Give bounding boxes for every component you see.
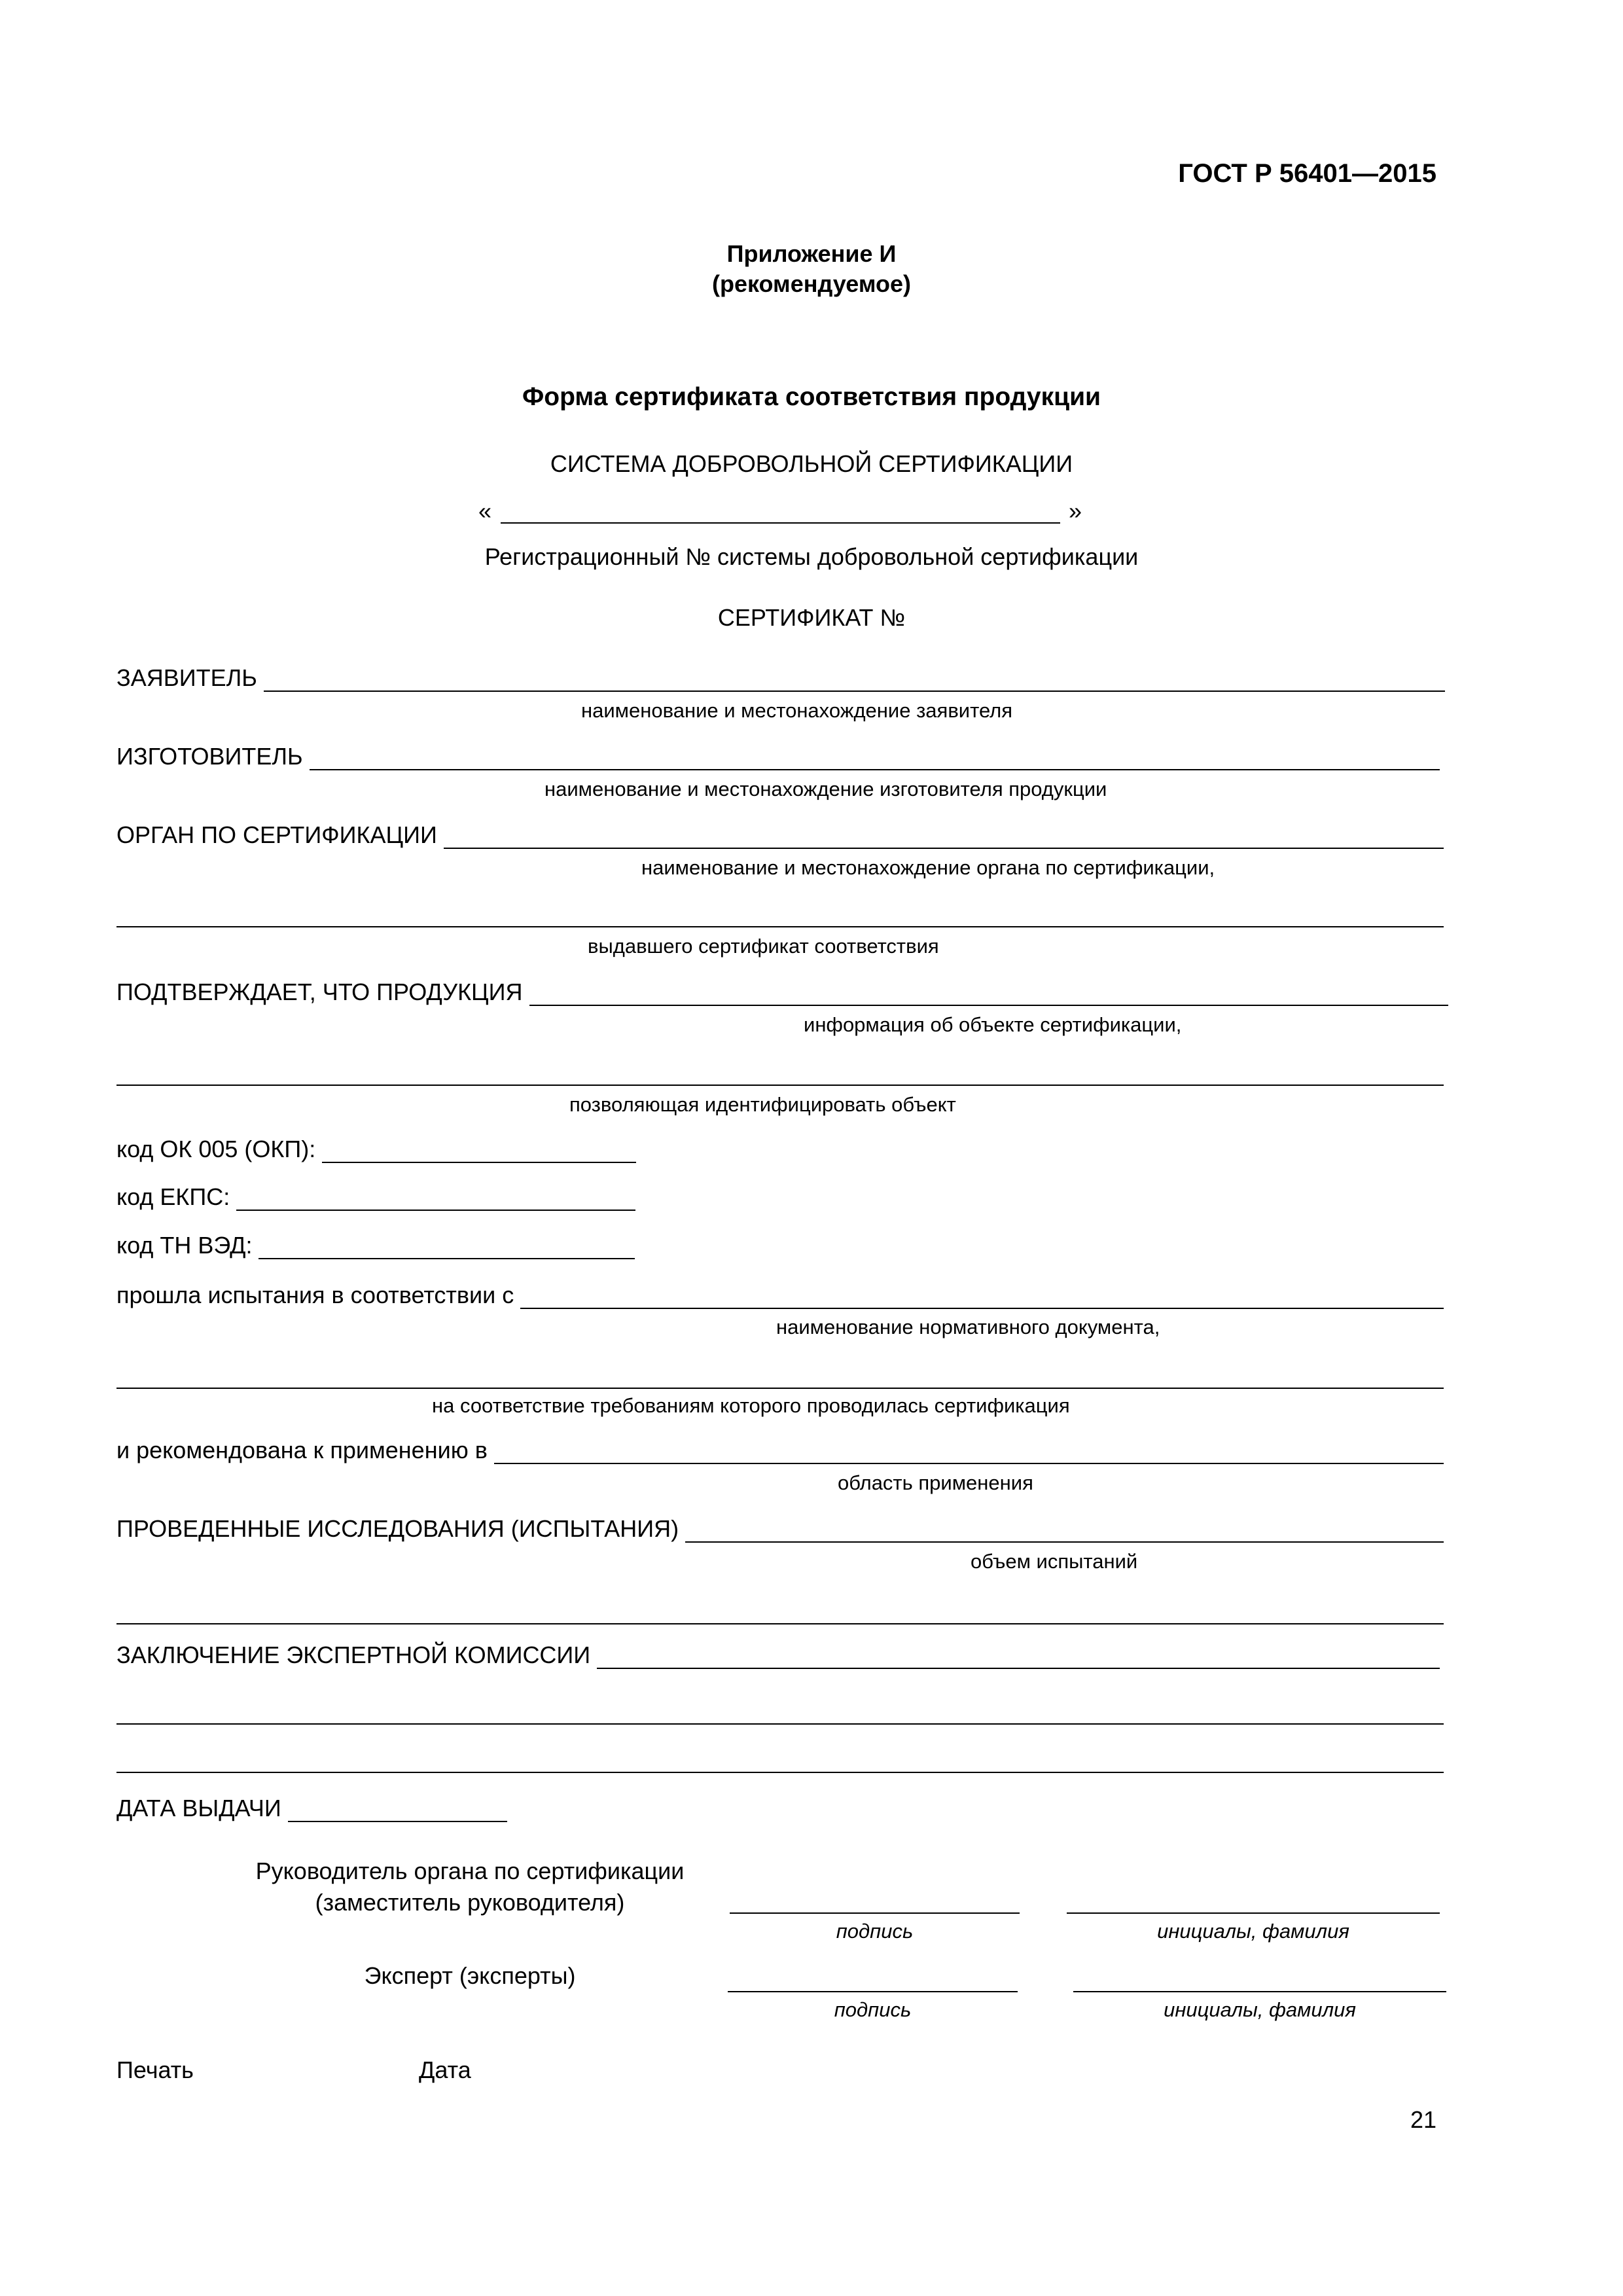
- issue-date-label: ДАТА ВЫДАЧИ: [116, 1795, 281, 1821]
- product-caption-2: позволяющая идентифицировать объект: [569, 1093, 956, 1116]
- certification-body-caption-1: наименование и местонахождение органа по сертификации,: [641, 856, 1215, 879]
- date-label: Дата: [419, 2056, 471, 2083]
- head-name-caption: инициалы, фамилия: [1157, 1920, 1349, 1943]
- ekps-row: [116, 1183, 635, 1211]
- ekps-label: код ЕКПС:: [116, 1183, 230, 1210]
- tested-field[interactable]: [520, 1288, 1444, 1309]
- applicant-field[interactable]: [264, 671, 1445, 692]
- annex-title: Приложение И: [726, 240, 897, 267]
- conclusion-line-2[interactable]: [116, 1723, 1444, 1725]
- okp-label: код ОК 005 (ОКП):: [116, 1136, 316, 1162]
- conclusion-label: ЗАКЛЮЧЕНИЕ ЭКСПЕРТНОЙ КОМИССИИ: [116, 1641, 591, 1668]
- conclusion-row: [116, 1641, 1440, 1669]
- manufacturer-row: [116, 743, 1440, 770]
- recommended-row: [116, 1437, 1444, 1464]
- tnved-row: [116, 1232, 635, 1259]
- okp-row: [116, 1136, 636, 1163]
- certificate-number-label: СЕРТИФИКАТ №: [717, 604, 906, 631]
- tested-caption-2: на соответствие требованиям которого проводилась сертификация: [432, 1394, 1070, 1417]
- form-title: Форма сертификата соответствия продукции: [522, 383, 1101, 411]
- certification-body-field[interactable]: [444, 828, 1444, 849]
- expert-signatory: Эксперт (эксперты): [364, 1962, 576, 1989]
- recommended-label: и рекомендована к применению в: [116, 1437, 488, 1463]
- tnved-field[interactable]: [259, 1238, 635, 1259]
- product-line-2[interactable]: [116, 1085, 1444, 1086]
- seal-label: Печать: [116, 2056, 194, 2083]
- tested-label: прошла испытания в соответствии с: [116, 1282, 514, 1308]
- product-caption-1: информация об объекте сертификации,: [804, 1013, 1182, 1036]
- head-signatory-line-2: (заместитель руководителя): [315, 1889, 625, 1916]
- product-label: ПОДТВЕРЖДАЕТ, ЧТО ПРОДУКЦИЯ: [116, 978, 523, 1005]
- research-label: ПРОВЕДЕННЫЕ ИССЛЕДОВАНИЯ (ИСПЫТАНИЯ): [116, 1515, 679, 1542]
- research-caption: объем испытаний: [971, 1550, 1138, 1573]
- manufacturer-caption: наименование и местонахождение изготовителя продукции: [544, 778, 1107, 800]
- issue-date-field[interactable]: [288, 1801, 507, 1822]
- head-signatory: [241, 1856, 699, 1918]
- head-signature-caption: подпись: [836, 1920, 914, 1943]
- ekps-field[interactable]: [236, 1190, 635, 1211]
- product-field[interactable]: [529, 985, 1448, 1006]
- head-name-line[interactable]: [1067, 1912, 1440, 1914]
- tnved-label: код ТН ВЭД:: [116, 1232, 253, 1259]
- expert-signature-caption: подпись: [834, 1998, 912, 2021]
- recommended-field[interactable]: [494, 1443, 1444, 1464]
- system-label: СИСТЕМА ДОБРОВОЛЬНОЙ СЕРТИФИКАЦИИ: [550, 450, 1073, 477]
- quote-close: »: [1069, 497, 1082, 524]
- certification-body-row: [116, 821, 1444, 849]
- head-signature-line[interactable]: [730, 1912, 1020, 1914]
- expert-name-line[interactable]: [1073, 1991, 1446, 1992]
- expert-signature-line[interactable]: [728, 1991, 1018, 1992]
- document-code: ГОСТ Р 56401—2015: [1178, 159, 1436, 188]
- research-field[interactable]: [685, 1522, 1444, 1543]
- head-signatory-line-1: Руководитель органа по сертификации: [255, 1857, 685, 1884]
- annex-type: (рекомендуемое): [712, 270, 911, 297]
- registration-label: Регистрационный № системы добровольной сертификации: [484, 543, 1139, 570]
- certification-body-line-2[interactable]: [116, 926, 1444, 927]
- recommended-caption: область применения: [838, 1471, 1033, 1494]
- tested-line-2[interactable]: [116, 1388, 1444, 1389]
- certification-body-label: ОРГАН ПО СЕРТИФИКАЦИИ: [116, 821, 437, 848]
- system-name-line: [501, 522, 1060, 524]
- applicant-caption: наименование и местонахождение заявителя: [581, 699, 1013, 722]
- conclusion-field[interactable]: [597, 1648, 1440, 1669]
- quote-open: «: [478, 497, 492, 524]
- applicant-label: ЗАЯВИТЕЛЬ: [116, 664, 257, 691]
- annex-heading: [0, 239, 1623, 299]
- research-line-2[interactable]: [116, 1623, 1444, 1624]
- conclusion-line-3[interactable]: [116, 1772, 1444, 1773]
- product-row: [116, 978, 1448, 1006]
- tested-row: [116, 1282, 1444, 1309]
- expert-name-caption: инициалы, фамилия: [1164, 1998, 1356, 2021]
- certification-body-caption-2: выдавшего сертификат соответствия: [588, 935, 939, 958]
- tested-caption-1: наименование нормативного документа,: [776, 1316, 1160, 1338]
- applicant-row: [116, 664, 1445, 692]
- okp-field[interactable]: [322, 1142, 636, 1163]
- manufacturer-field[interactable]: [310, 749, 1440, 770]
- issue-date-row: [116, 1795, 507, 1822]
- page-number: 21: [1410, 2106, 1436, 2133]
- research-row: [116, 1515, 1444, 1543]
- manufacturer-label: ИЗГОТОВИТЕЛЬ: [116, 743, 303, 770]
